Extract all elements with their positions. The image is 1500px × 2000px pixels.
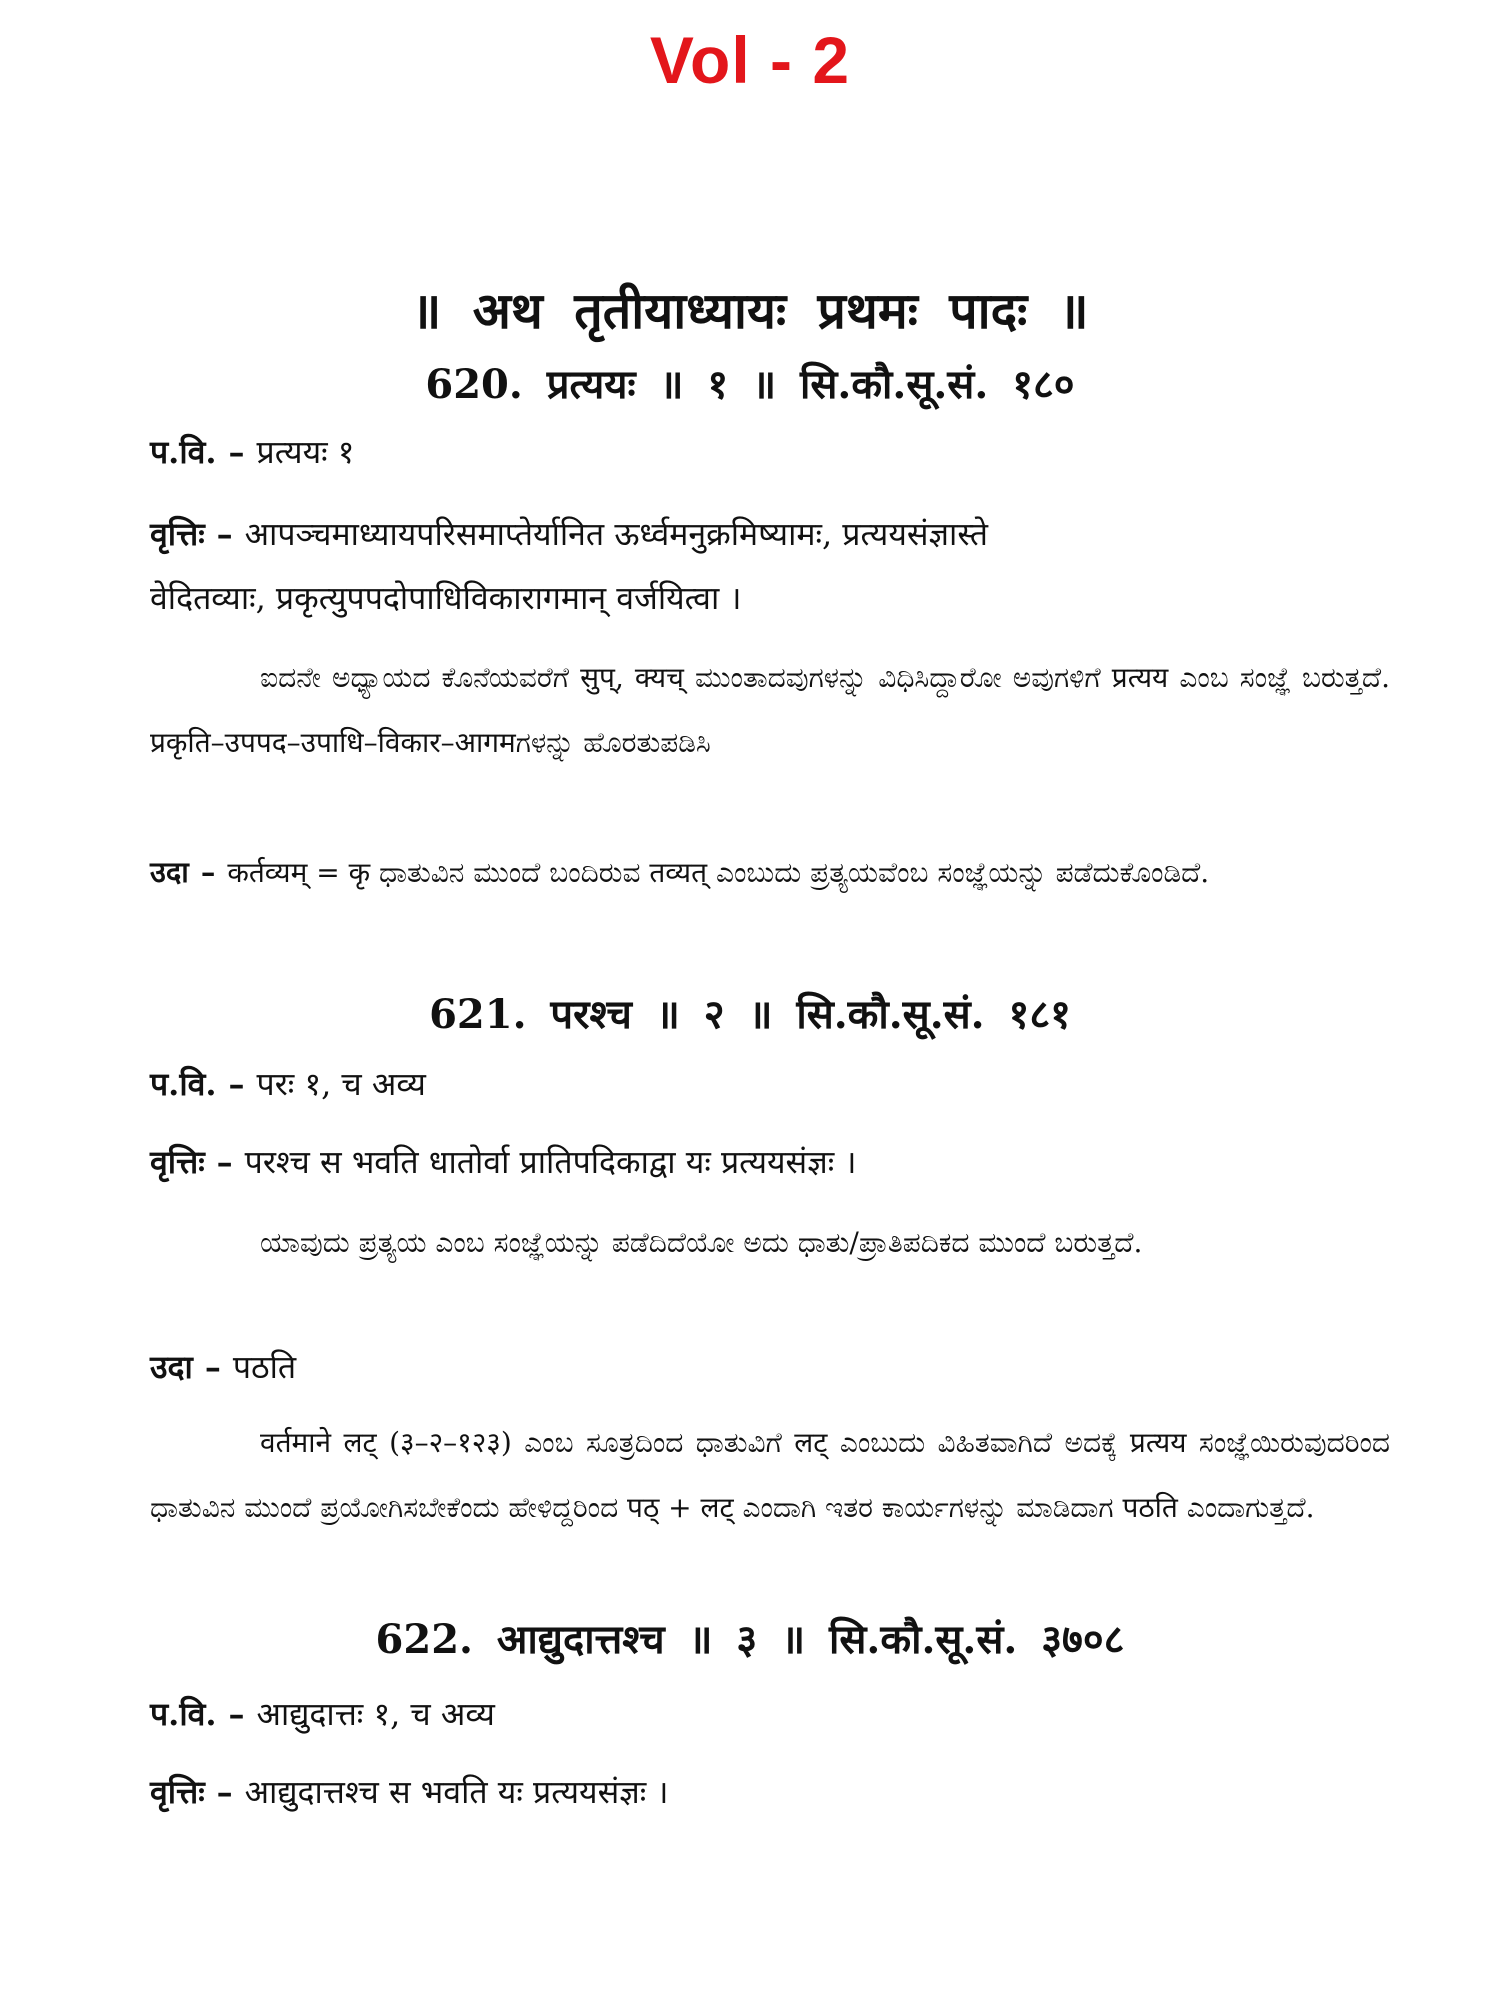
sutra-heading: 622. आद्युदात्तश्च ॥ ३ ॥ सि.कौ.सू.सं. ३७०८ (375, 1616, 1125, 1663)
kannada-text: ಐದನೇ ಅಧ್ಯಾಯದ ಕೊನೆಯವರೆಗೆ सुप्, क्यच् ಮುಂತಾದವುಗಳನ್ನು ವಿಧಿಸಿದ್ದಾರೋ ಅವುಗಳಿಗೆ प्रत्यय ಎಂಬ ಸಂಜ್ಞೆ ಬರುತ್ತದೆ. प्रकृति–उपपद–उपाधि–विकार–आगमಗಳನ್ನು ಹೊರತುಪಡಿಸಿ (150, 661, 1390, 759)
volume-label: Vol - 2 (649, 23, 851, 97)
pavi-label: प.वि. (150, 1695, 217, 1733)
vritti-label: वृत्तिः (150, 515, 205, 553)
dash: – (228, 1065, 245, 1103)
dash: – (216, 1773, 233, 1811)
pavi-text: प्रत्ययः १ (256, 433, 355, 471)
kannada-explanation (150, 645, 1390, 775)
kannada-explanation-2 (150, 1410, 1390, 1540)
uda-text: कर्तव्यम् = कृ ಧಾತುವಿನ ಮುಂದೆ ಬಂದಿರುವ तव्यत् ಎಂಬುದು ಪ್ರತ್ಯಯವೆಂಬ ಸಂಜ್ಞೆಯನ್ನು ಪಡೆದುಕೊಂಡಿದೆ. (227, 856, 1210, 889)
pavi-text: आद्युदात्तः १, च अव्य (256, 1695, 495, 1733)
vritti-line (150, 512, 1390, 556)
kannada-explanation (150, 1210, 1390, 1275)
dash: – (216, 515, 233, 553)
padavibhaga-line (150, 430, 1390, 474)
dash: – (204, 1348, 221, 1386)
padavibhaga-line (150, 1692, 1390, 1736)
uda-text: पठति (232, 1348, 297, 1386)
uda-label: उदा (150, 855, 189, 889)
pavi-label: प.वि. (150, 433, 217, 471)
vritti-line (150, 1140, 1390, 1184)
vritti-text: परश्च स भवति धातोर्वा प्रातिपदिकाद्वा यः प्रत्ययसंज्ञः । (244, 1143, 857, 1181)
dash: – (228, 1695, 245, 1733)
vritti-text: आद्युदात्तश्च स भवति यः प्रत्ययसंज्ञः । (244, 1773, 669, 1811)
example-block (150, 840, 1390, 905)
sutra-heading: 621. परश्च ॥ २ ॥ सि.कौ.सू.सं. १८१ (429, 991, 1071, 1038)
sutra-heading: 620. प्रत्ययः ॥ १ ॥ सि.कौ.सू.सं. १८० (425, 361, 1075, 408)
pavi-text: परः १, च अव्य (256, 1065, 426, 1103)
example-line (150, 1345, 1390, 1389)
kannada-text: ಯಾವುದು ಪ್ರತ್ಯಯ ಎಂಬ ಸಂಜ್ಞೆಯನ್ನು ಪಡೆದಿದೆಯೋ ಅದು ಧಾತು/ಪ್ರಾತಿಪದಿಕದ ಮುಂದೆ ಬರುತ್ತದೆ. (260, 1226, 1143, 1259)
dash: – (200, 855, 216, 889)
pavi-label: प.वि. (150, 1065, 217, 1103)
vritti-line (150, 1770, 1390, 1814)
padavibhaga-line (150, 1062, 1390, 1106)
chapter-title: ॥ अथ तृतीयाध्यायः प्रथमः पादः ॥ (411, 281, 1089, 340)
dash: – (216, 1143, 233, 1181)
dash: – (228, 433, 245, 471)
vritti-label: वृत्तिः (150, 1143, 205, 1181)
vritti-line-2: वेदितव्याः, प्रकृत्युपपदोपाधिविकारागमान् वर्जयित्वा । (150, 579, 742, 617)
vritti-text: आपञ्चमाध्यायपरिसमाप्तेर्यानित ऊर्ध्वमनुक्रमिष्यामः, प्रत्ययसंज्ञास्ते (244, 515, 989, 553)
kannada-text: वर्तमाने लट् (३–२–१२३) ಎಂಬ ಸೂತ್ರದಿಂದ ಧಾತುವಿಗೆ लट् ಎಂಬುದು ವಿಹಿತವಾಗಿದೆ ಅದಕ್ಕೆ प्रत्यय ಸಂಜ್ಞೆಯಿರುವುದರಿಂದ ಧಾತುವಿನ ಮುಂದೆ ಪ್ರಯೋಗಿಸಬೇಕೆಂದು ಹೇಳಿದ್ದರಿಂದ पठ् + लट् ಎಂದಾಗಿ ಇತರ ಕಾರ್ಯಗಳನ್ನು ಮಾಡಿದಾಗ पठति ಎಂದಾಗುತ್ತದೆ. (150, 1426, 1390, 1524)
uda-label: उदा (150, 1348, 193, 1386)
vritti-label: वृत्तिः (150, 1773, 205, 1811)
